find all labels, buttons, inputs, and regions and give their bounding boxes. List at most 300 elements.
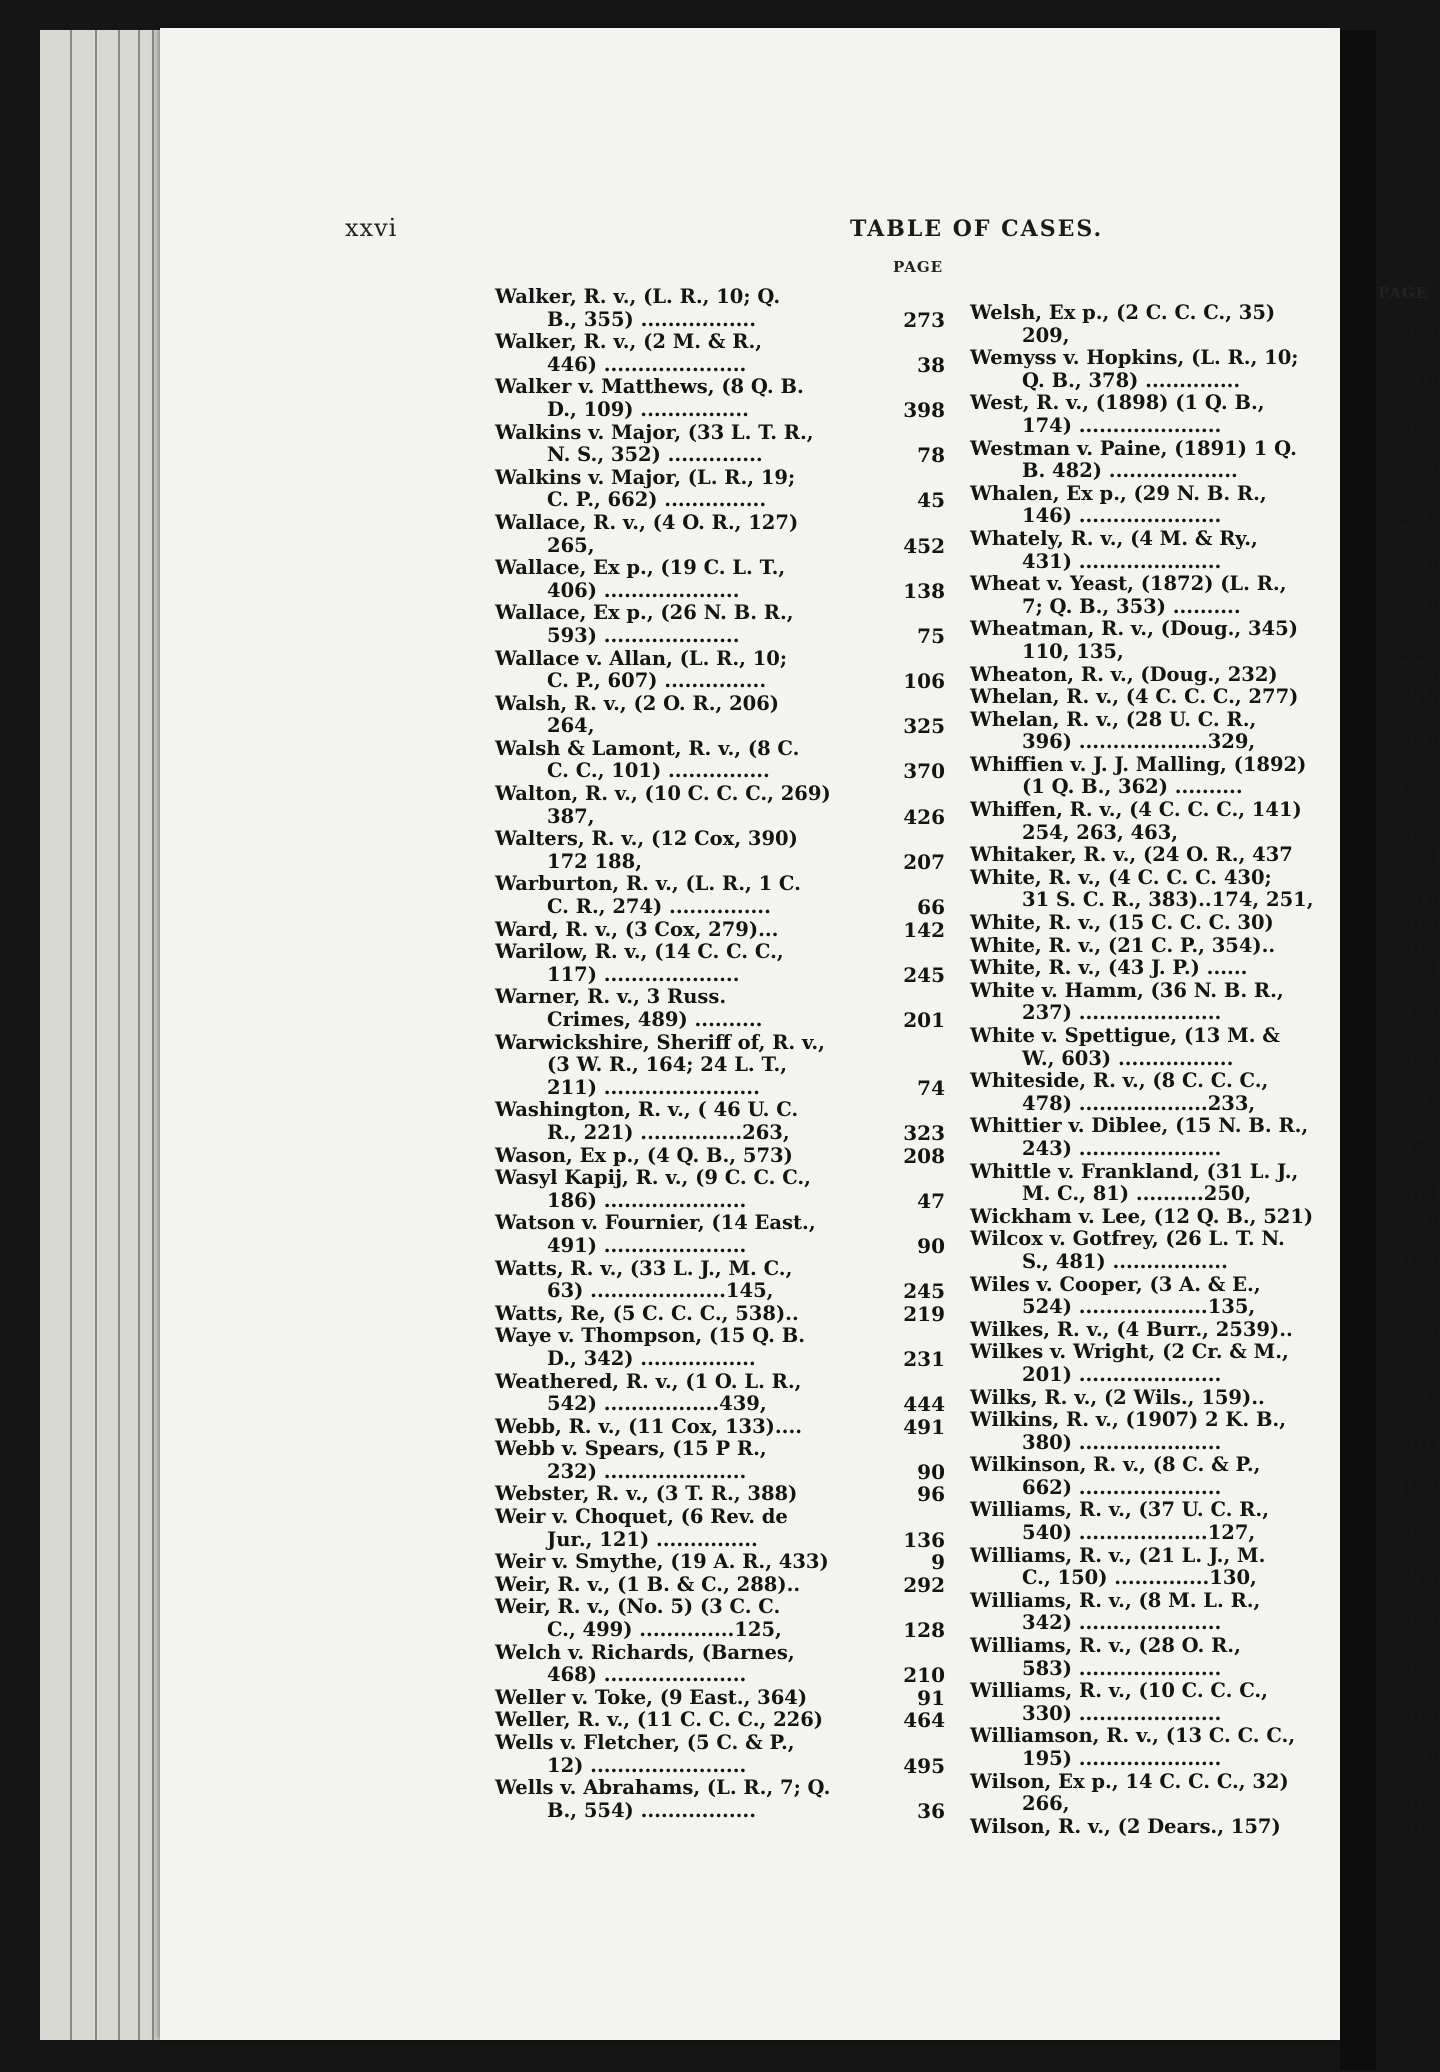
case-page-number: 398 <box>903 397 945 422</box>
case-citation <box>495 828 873 873</box>
case-entry <box>970 844 1440 867</box>
citation-line: 174) ..................... <box>1022 413 1222 437</box>
citation-line: 237) ..................... <box>1022 1001 1222 1025</box>
citation-line: Welch v. Richards, (Barnes, <box>495 1640 795 1664</box>
case-entry <box>970 1499 1440 1544</box>
case-entry <box>495 1777 955 1822</box>
citation-line: 117) .................... <box>547 962 740 986</box>
case-page-number: 382 <box>1398 413 1440 438</box>
citation-line: 431) ..................... <box>1022 549 1222 573</box>
citation-line: 446) ..................... <box>547 352 747 376</box>
citation-line: 468) ..................... <box>547 1663 747 1687</box>
case-page-number: 273 <box>903 307 945 332</box>
case-citation <box>970 1387 1348 1410</box>
citation-line: 265, <box>547 533 595 557</box>
case-page-number: 258 <box>1398 685 1440 710</box>
case-page-number: 9 <box>931 1550 945 1575</box>
case-page-number: 426 <box>903 804 945 829</box>
case-citation <box>495 1506 873 1551</box>
page-edge-line <box>95 30 97 2040</box>
case-citation <box>970 912 1348 935</box>
case-citation <box>970 867 1348 912</box>
case-citation <box>495 467 873 512</box>
case-entry <box>495 1032 955 1100</box>
case-citation <box>495 557 873 602</box>
citation-line: White, R. v., (4 C. C. C. 430; <box>970 865 1272 889</box>
citation-line: Weller v. Toke, (9 East., 364) <box>495 1685 808 1709</box>
case-entry <box>970 1161 1440 1206</box>
case-page-number: 494 <box>1398 1656 1440 1681</box>
case-citation <box>970 1545 1348 1590</box>
citation-line: Warner, R. v., 3 Russ. <box>495 985 727 1009</box>
case-page-number: 90 <box>917 1459 945 1484</box>
case-citation <box>495 1212 873 1257</box>
citation-line: Webb, R. v., (11 Cox, 133).... <box>495 1414 803 1438</box>
citation-line: Wilson, Ex p., 14 C. C. C., 32) <box>970 1769 1289 1793</box>
citation-line: Jur., 121) ............... <box>547 1527 758 1551</box>
case-citation <box>495 1642 873 1687</box>
case-page-number: 78 <box>917 443 945 468</box>
case-entry <box>970 392 1440 437</box>
citation-line: Walkins v. Major, (L. R., 19; <box>495 465 796 489</box>
citation-line: Wilkins, R. v., (1907) 2 K. B., <box>970 1408 1286 1432</box>
case-entry <box>495 286 955 331</box>
citation-line: (1 Q. B., 362) .......... <box>1022 775 1243 799</box>
citation-line: 524) ...................135, <box>1022 1295 1256 1319</box>
case-citation <box>495 1777 873 1822</box>
case-entry <box>495 1303 955 1326</box>
citation-line: 583) ..................... <box>1022 1656 1222 1680</box>
citation-line: Wallace v. Allan, (L. R., 10; <box>495 646 788 670</box>
book-page <box>160 28 1440 2040</box>
case-entry <box>970 980 1440 1025</box>
citation-line: Wickham v. Lee, (12 Q. B., 521) <box>970 1204 1314 1228</box>
citation-line: Webster, R. v., (3 T. R., 388) <box>495 1482 798 1506</box>
citation-line: Williams, R. v., (10 C. C. C., <box>970 1679 1268 1703</box>
citation-line: Watts, Re, (5 C. C. C., 538).. <box>495 1301 799 1325</box>
case-citation <box>495 1596 873 1641</box>
case-citation <box>495 941 873 986</box>
case-entry <box>495 1642 955 1687</box>
case-page-number: 78 <box>1412 1204 1440 1229</box>
case-page-number: 418 <box>1398 888 1440 913</box>
citation-line: Watts, R. v., (33 L. J., M. C., <box>495 1256 793 1280</box>
case-page-number: 219 <box>903 1301 945 1326</box>
case-entry <box>970 1454 1440 1499</box>
citation-line: Wallace, Ex p., (19 C. L. T., <box>495 556 786 580</box>
citation-line: Wheatman, R. v., (Doug., 345) <box>970 617 1298 641</box>
case-citation <box>970 1409 1348 1454</box>
citation-line: White, R. v., (15 C. C. C. 30) <box>970 911 1274 935</box>
citation-line: 264, <box>547 714 595 738</box>
case-citation <box>495 1732 873 1777</box>
case-page-number: 468 <box>1398 730 1440 755</box>
case-citation <box>495 1483 873 1506</box>
case-citation <box>495 512 873 557</box>
case-entry <box>970 347 1440 392</box>
case-citation <box>970 1590 1348 1635</box>
case-entry <box>495 1574 955 1597</box>
case-page-number: 231 <box>1398 956 1440 981</box>
citation-line: 396) ...................329, <box>1022 730 1256 754</box>
case-entry <box>970 1228 1440 1273</box>
case-page-number: 128 <box>903 1618 945 1643</box>
citation-line: 211) ....................... <box>547 1075 760 1099</box>
citation-line: 146) ..................... <box>1022 504 1222 528</box>
case-page-number: 138 <box>903 578 945 603</box>
case-page-number: 38 <box>917 352 945 377</box>
case-page-number: 250 <box>1398 662 1440 687</box>
citation-line: Wasyl Kapij, R. v., (9 C. C. C., <box>495 1166 811 1190</box>
case-entry <box>495 1371 955 1416</box>
case-page-number: 463 <box>1398 1611 1440 1636</box>
case-entry <box>495 1145 955 1168</box>
case-entry <box>970 1274 1440 1319</box>
case-entry <box>970 1341 1440 1386</box>
case-citation <box>495 1258 873 1303</box>
citation-line: Westman v. Paine, (1891) 1 Q. <box>970 436 1297 460</box>
citation-line: 243) ..................... <box>1022 1136 1222 1160</box>
citation-line: C. P., 607) ............... <box>547 669 767 693</box>
citation-line: 201) ..................... <box>1022 1362 1222 1386</box>
case-page-number: 106 <box>903 669 945 694</box>
case-page-number: 225 <box>1398 1317 1440 1342</box>
citation-line: Weir, R. v., (No. 5) (3 C. C. <box>495 1595 781 1619</box>
case-page-number: 210 <box>903 1663 945 1688</box>
citation-line: Whelan, R. v., (28 U. C. R., <box>970 707 1257 731</box>
case-entry <box>495 1416 955 1439</box>
case-entry <box>495 828 955 873</box>
citation-line: Whiffen, R. v., (4 C. C. C., 141) <box>970 798 1302 822</box>
case-entry <box>970 1409 1440 1454</box>
citation-line: Walker, R. v., (L. R., 10; Q. <box>495 285 781 308</box>
case-entry <box>970 483 1440 528</box>
case-citation <box>495 422 873 467</box>
citation-line: Whately, R. v., (4 M. & Ry., <box>970 526 1258 550</box>
citation-line: R., 221) ...............263, <box>547 1120 790 1144</box>
case-citation <box>495 693 873 738</box>
case-page-number: 225 <box>1398 1362 1440 1387</box>
case-citation <box>495 1325 873 1370</box>
citation-line: N. S., 352) .............. <box>547 443 763 467</box>
case-citation <box>495 1438 873 1483</box>
citation-line: Warilow, R. v., (14 C. C. C., <box>495 940 784 964</box>
citation-line: 172 188, <box>547 849 642 873</box>
case-page-number: 436 <box>1398 1091 1440 1116</box>
citation-line: Crimes, 489) .......... <box>547 1008 763 1031</box>
citation-line: Wallace, Ex p., (26 N. B. R., <box>495 601 794 625</box>
case-page-number: 256 <box>1398 504 1440 529</box>
citation-line: 266, <box>1022 1792 1070 1816</box>
citation-line: 110, 135, <box>1022 639 1124 663</box>
citation-line: C. P., 662) ............... <box>547 488 767 512</box>
case-entry <box>970 1115 1440 1160</box>
citation-line: 593) .................... <box>547 623 740 647</box>
case-entry <box>495 1325 955 1370</box>
case-page-number: 136 <box>903 1527 945 1552</box>
citation-line: White v. Spettigue, (13 M. & <box>970 1024 1280 1047</box>
case-page-number: 292 <box>903 1572 945 1597</box>
case-entry <box>495 376 955 421</box>
case-entry <box>495 873 955 918</box>
case-citation <box>495 1032 873 1100</box>
citation-line: Weir v. Choquet, (6 Rev. de <box>495 1505 788 1529</box>
citation-line: Whittle v. Frankland, (31 L. J., <box>970 1159 1299 1183</box>
citation-line: Williamson, R. v., (13 C. C. C., <box>970 1724 1296 1748</box>
case-entry <box>970 1725 1440 1770</box>
case-citation <box>970 483 1348 528</box>
page-folio: xxvi <box>345 214 398 242</box>
case-page-number: 47 <box>917 1188 945 1213</box>
case-citation <box>970 935 1348 958</box>
case-entry <box>970 528 1440 573</box>
case-citation <box>495 602 873 647</box>
case-citation <box>970 528 1348 573</box>
case-citation <box>495 1687 873 1710</box>
case-citation <box>970 980 1348 1025</box>
citation-line: (3 W. R., 164; 24 L. T., <box>547 1053 788 1077</box>
citation-line: Walters, R. v., (12 Cox, 390) <box>495 827 798 851</box>
case-page-number: 87 <box>1412 1136 1440 1161</box>
case-page-number: 495 <box>903 1753 945 1778</box>
citation-line: Waye v. Thompson, (15 Q. B. <box>495 1324 806 1348</box>
citation-line: Whelan, R. v., (4 C. C. C., 277) <box>970 685 1299 709</box>
case-entry <box>495 1551 955 1574</box>
citation-line: W., 603) ................. <box>1022 1046 1234 1070</box>
case-page-number: 45 <box>917 488 945 513</box>
case-citation <box>970 1161 1348 1206</box>
citation-line: M. C., 81) ..........250, <box>1022 1182 1252 1206</box>
case-citation <box>970 392 1348 437</box>
citation-line: Wilkes, R. v., (4 Burr., 2539).. <box>970 1317 1293 1341</box>
citation-line: 662) ..................... <box>1022 1475 1222 1499</box>
citation-line: B. 482) ................... <box>1022 459 1238 483</box>
case-entry <box>495 1732 955 1777</box>
case-entry <box>970 664 1440 687</box>
case-page-number: 250 <box>1398 1566 1440 1591</box>
case-page-number: 265 <box>1398 1521 1440 1546</box>
case-citation <box>970 1635 1348 1680</box>
case-citation <box>495 783 873 828</box>
case-entry <box>495 331 955 376</box>
citation-line: Whalen, Ex p., (29 N. B. R., <box>970 481 1267 505</box>
citation-line: Wilkes v. Wright, (2 Cr. & M., <box>970 1340 1289 1364</box>
case-page-number: 325 <box>903 714 945 739</box>
case-entry <box>495 1483 955 1506</box>
case-entry <box>495 1099 955 1144</box>
case-citation <box>495 1303 873 1326</box>
case-page-number: 199 <box>1398 1475 1440 1500</box>
citation-line: B., 554) ................. <box>547 1798 756 1822</box>
case-entry <box>495 941 955 986</box>
citation-line: Webb v. Spears, (15 P R., <box>495 1437 767 1461</box>
case-page-number: 444 <box>903 1392 945 1417</box>
left-entries <box>495 286 955 1822</box>
page-column-label: PAGE <box>893 258 944 276</box>
case-citation <box>495 1709 873 1732</box>
case-entry <box>970 618 1440 663</box>
case-citation <box>970 1070 1348 1115</box>
case-citation <box>495 286 873 331</box>
case-entry <box>495 738 955 783</box>
case-citation <box>970 618 1348 663</box>
citation-line: C., 499) ..............125, <box>547 1618 782 1642</box>
case-citation <box>970 1274 1348 1319</box>
case-citation <box>970 1680 1348 1725</box>
citation-line: Welsh, Ex p., (2 C. C. C., 35) <box>970 301 1276 324</box>
citation-line: Wilson, R. v., (2 Dears., 157) <box>970 1814 1281 1838</box>
case-entry <box>970 1206 1440 1229</box>
case-page-number: 227 <box>1398 639 1440 664</box>
case-page-number: 267 <box>1398 933 1440 958</box>
case-citation <box>970 709 1348 754</box>
case-page-number: 245 <box>903 1279 945 1304</box>
case-entry <box>970 935 1440 958</box>
citation-line: Walker, R. v., (2 M. & R., <box>495 330 763 354</box>
case-entry <box>495 986 955 1031</box>
case-entry <box>970 957 1440 980</box>
case-citation <box>495 1145 873 1168</box>
case-page-number: 245 <box>903 962 945 987</box>
case-page-number: 209 <box>1398 323 1440 348</box>
case-entry <box>495 1709 955 1732</box>
case-citation <box>970 1206 1348 1229</box>
citation-line: 195) ..................... <box>1022 1747 1222 1770</box>
case-citation <box>970 1025 1348 1070</box>
case-citation <box>495 1574 873 1597</box>
page-stack-edge <box>40 30 160 2040</box>
case-citation <box>970 686 1348 709</box>
citation-line: Whittier v. Diblee, (15 N. B. R., <box>970 1114 1309 1138</box>
citation-line: C. C., 101) ............... <box>547 759 770 783</box>
case-page-number: 329 <box>1398 1747 1440 1771</box>
case-citation <box>970 1319 1348 1342</box>
right-entries <box>970 302 1440 1838</box>
citation-line: 491) ..................... <box>547 1233 747 1257</box>
case-page-number: 142 <box>903 917 945 942</box>
case-page-number: 370 <box>903 759 945 784</box>
case-entry <box>495 919 955 942</box>
case-citation <box>495 986 873 1031</box>
case-page-number: 74 <box>917 1075 945 1100</box>
page-edge-line <box>118 30 120 2040</box>
case-page-number: 75 <box>917 623 945 648</box>
case-entry <box>970 1635 1440 1680</box>
case-citation <box>495 331 873 376</box>
case-entry <box>495 512 955 557</box>
case-citation <box>970 844 1348 867</box>
case-page-number: 426 <box>1398 1385 1440 1410</box>
case-citation <box>970 799 1348 844</box>
citation-line: 380) ..................... <box>1022 1430 1222 1454</box>
case-page-number: 192 <box>1398 1249 1440 1274</box>
case-page-number: 452 <box>903 533 945 558</box>
citation-line: Walker v. Matthews, (8 Q. B. <box>495 375 804 399</box>
citation-line: Williams, R. v., (8 M. L. R., <box>970 1588 1261 1612</box>
case-citation <box>970 754 1348 799</box>
case-citation <box>970 1341 1348 1386</box>
case-entry <box>970 1070 1440 1115</box>
case-entry <box>495 557 955 602</box>
case-entry <box>495 693 955 738</box>
case-page-number: 261 <box>1398 1182 1440 1207</box>
case-entry <box>970 573 1440 618</box>
case-page-number: 93 <box>1412 1001 1440 1026</box>
case-entry <box>970 1387 1440 1410</box>
citation-line: Wells v. Fletcher, (5 C. & P., <box>495 1731 795 1754</box>
case-page-number: 307 <box>1398 1792 1440 1817</box>
case-page-number: 36 <box>917 1798 945 1823</box>
citation-line: 254, 263, 463, <box>1022 820 1179 844</box>
citation-line: Whiffien v. J. J. Malling, (1892) <box>970 752 1307 776</box>
case-page-number: 207 <box>1398 1814 1440 1839</box>
case-citation <box>970 664 1348 687</box>
citation-line: Weir v. Smythe, (19 A. R., 433) <box>495 1550 829 1574</box>
case-citation <box>970 347 1348 392</box>
citation-line: Weir, R. v., (1 B. & C., 288).. <box>495 1572 801 1596</box>
case-citation <box>970 1115 1348 1160</box>
case-citation <box>495 1551 873 1574</box>
citation-line: White, R. v., (43 J. P.) ...... <box>970 956 1248 980</box>
citation-line: Williams, R. v., (37 U. C. R., <box>970 1498 1270 1522</box>
citation-line: Walkins v. Major, (33 L. T. R., <box>495 420 814 444</box>
case-entry <box>970 1319 1440 1342</box>
page-edge-line <box>138 30 140 2040</box>
case-page-number: 398 <box>1398 1046 1440 1071</box>
citation-line: 232) ..................... <box>547 1459 747 1483</box>
case-citation <box>970 957 1348 980</box>
case-entry <box>970 867 1440 912</box>
case-entry <box>495 1506 955 1551</box>
citation-line: West, R. v., (1898) (1 Q. B., <box>970 391 1265 415</box>
citation-line: 330) ..................... <box>1022 1701 1222 1725</box>
citation-line: 7; Q. B., 353) .......... <box>1022 594 1241 618</box>
citation-line: 12) ....................... <box>547 1753 747 1777</box>
citation-line: 186) ..................... <box>547 1188 747 1212</box>
case-citation <box>495 873 873 918</box>
citation-line: Weathered, R. v., (1 O. L. R., <box>495 1369 802 1393</box>
citation-line: D., 109) ................ <box>547 397 749 421</box>
case-entry <box>970 1680 1440 1725</box>
case-page-number: 79 <box>1412 594 1440 619</box>
citation-line: Walsh & Lamont, R. v., (8 C. <box>495 736 800 760</box>
case-page-number: 66 <box>917 895 945 920</box>
citation-line: Walton, R. v., (10 C. C. C., 269) <box>495 782 831 806</box>
case-entry <box>970 1771 1440 1816</box>
case-citation <box>495 1416 873 1439</box>
citation-line: C. R., 274) ............... <box>547 895 771 919</box>
case-entry <box>970 1545 1440 1590</box>
case-entry <box>495 422 955 467</box>
case-page-number: 208 <box>903 1143 945 1168</box>
case-citation <box>495 919 873 942</box>
citation-line: D., 342) ................. <box>547 1346 756 1370</box>
citation-line: Wilks, R. v., (2 Wils., 159).. <box>970 1385 1265 1409</box>
case-page-number: 38 <box>1412 368 1440 393</box>
citation-line: Wemyss v. Hopkins, (L. R., 10; <box>970 346 1299 370</box>
case-entry <box>495 1438 955 1483</box>
case-page-number: 96 <box>1412 549 1440 574</box>
case-citation <box>970 438 1348 483</box>
citation-line: Wallace, R. v., (4 O. R., 127) <box>495 510 799 534</box>
case-citation <box>970 302 1348 347</box>
citation-line: B., 355) ................. <box>547 307 756 331</box>
citation-line: Wiles v. Cooper, (3 A. & E., <box>970 1272 1261 1296</box>
page-edge-line <box>70 30 72 2040</box>
citation-line: Wheat v. Yeast, (1872) (L. R., <box>970 572 1287 596</box>
case-entry <box>970 438 1440 483</box>
case-citation <box>970 1725 1348 1770</box>
